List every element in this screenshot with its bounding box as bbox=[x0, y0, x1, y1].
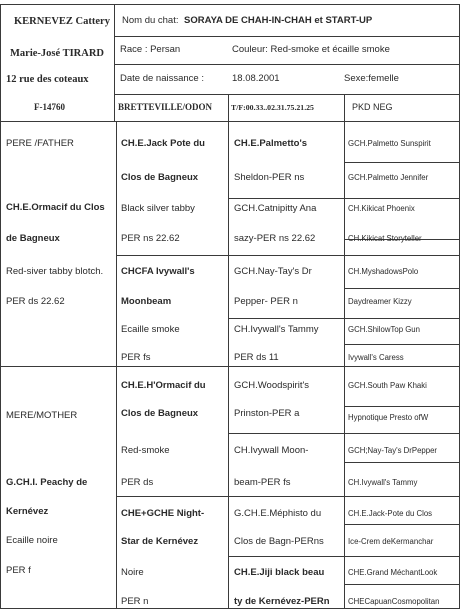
ancestor-name: GCH.Woodspirit's bbox=[234, 380, 310, 391]
rule bbox=[344, 94, 345, 609]
ancestor-name: CH.E.Palmetto's bbox=[234, 138, 307, 149]
rule bbox=[344, 584, 460, 585]
rule bbox=[344, 162, 460, 163]
great-ancestor: CH.E.Jack-Pote du Clos bbox=[348, 509, 433, 518]
owner-postcode: F-14760 bbox=[34, 102, 65, 112]
mother-code: PER f bbox=[6, 565, 31, 576]
rule bbox=[116, 121, 117, 609]
great-ancestor: CHE.Grand MéchantLook bbox=[348, 568, 438, 577]
grandsire-code: PER ns 22.62 bbox=[121, 233, 180, 244]
ancestor-code: PER ds 11 bbox=[234, 352, 279, 363]
great-ancestor: CH.Kikicat Phoenix bbox=[348, 204, 415, 213]
great-ancestor: Ivywall's Caress bbox=[348, 353, 404, 362]
granddam-colour: Noire bbox=[121, 567, 144, 578]
rule bbox=[0, 121, 460, 122]
cat-name-label: Nom du chat: bbox=[122, 15, 179, 26]
father-heading: PERE /FATHER bbox=[6, 138, 74, 149]
great-ancestor: GCH.Palmetto Jennifer bbox=[348, 173, 429, 182]
granddam-name: Moonbeam bbox=[121, 296, 172, 307]
great-ancestor: Hypnotique Presto ofW bbox=[348, 413, 429, 422]
granddam-name: CHCFA Ivywall's bbox=[121, 266, 195, 277]
mother-name: G.CH.I. Peachy de bbox=[6, 477, 88, 488]
ancestor-name: CH.E.Jiji black beau bbox=[234, 567, 325, 578]
owner-address: 12 rue des coteaux bbox=[6, 74, 89, 85]
father-name: CH.E.Ormacif du Clos bbox=[6, 202, 105, 213]
rule bbox=[0, 4, 1, 609]
sex: Sexe:femelle bbox=[344, 73, 399, 84]
rule bbox=[344, 344, 460, 345]
ancestor-name: GCH.Catnipitty Ana bbox=[234, 203, 317, 214]
grandsire-colour: Black silver tabby bbox=[121, 203, 195, 214]
rule bbox=[114, 4, 115, 122]
breed: Race : Persan bbox=[120, 44, 181, 55]
rule bbox=[0, 608, 460, 609]
father-colour: Red-siver tabby blotch. bbox=[6, 266, 104, 277]
ancestor-name: CH.Ivywall Moon- bbox=[234, 445, 309, 456]
ancestor-code: Pepper- PER n bbox=[234, 296, 298, 307]
granddam-colour: Ecaille smoke bbox=[121, 324, 180, 335]
mother-name: Kernévez bbox=[6, 506, 49, 517]
rule bbox=[114, 64, 460, 65]
granddam-name: Star de Kernévez bbox=[121, 536, 199, 547]
great-ancestor: GCH.Palmetto Sunspirit bbox=[348, 139, 431, 148]
ancestor-code: beam-PER fs bbox=[234, 477, 291, 488]
great-ancestor: CH.Ivywall's Tammy bbox=[348, 478, 418, 487]
father-name: de Bagneux bbox=[6, 233, 60, 244]
father-code: PER ds 22.62 bbox=[6, 296, 65, 307]
owner-city: BRETTEVILLE/ODON bbox=[118, 102, 213, 112]
ancestor-code: Clos de Bagn-PERns bbox=[234, 536, 324, 547]
rule bbox=[0, 4, 460, 5]
ancestor-code: ty de Kernévez-PERn bbox=[234, 596, 330, 607]
rule bbox=[0, 366, 460, 367]
dob-value: 18.08.2001 bbox=[232, 73, 280, 84]
great-ancestor: Ice-Crem deKermanchar bbox=[348, 537, 434, 546]
grandsire-name: Clos de Bagneux bbox=[121, 172, 199, 183]
grandsire-code: PER ds bbox=[121, 477, 154, 488]
ancestor-code: Sheldon-PER ns bbox=[234, 172, 305, 183]
dob-label: Date de naissance : bbox=[120, 73, 204, 84]
grandsire-name: CH.E.H'Ormacif du bbox=[121, 380, 206, 391]
colour: Couleur: Red-smoke et écaille smoke bbox=[232, 44, 390, 55]
rule bbox=[114, 94, 460, 95]
mother-colour: Ecaille noire bbox=[6, 535, 58, 546]
granddam-code: PER n bbox=[121, 596, 149, 607]
great-ancestor: CH.Kikicat Storyteller bbox=[348, 234, 422, 243]
granddam-code: PER fs bbox=[121, 352, 151, 363]
granddam-name: CHE+GCHE Night- bbox=[121, 508, 205, 519]
mother-heading: MERE/MOTHER bbox=[6, 410, 78, 421]
great-ancestor: CH.MyshadowsPolo bbox=[348, 267, 419, 276]
rule bbox=[344, 406, 460, 407]
grandsire-colour: Red-smoke bbox=[121, 445, 170, 456]
ancestor-name: CH.Ivywall's Tammy bbox=[234, 324, 319, 335]
pkd-status: PKD NEG bbox=[352, 102, 393, 112]
grandsire-name: CH.E.Jack Pote du bbox=[121, 138, 205, 149]
ancestor-name: G.CH.E.Méphisto du bbox=[234, 508, 322, 519]
ancestor-name: GCH.Nay-Tay's Dr bbox=[234, 266, 312, 277]
rule bbox=[116, 255, 460, 256]
owner-name: Marie-José TIRARD bbox=[10, 48, 104, 59]
ancestor-code: Prinston-PER a bbox=[234, 408, 300, 419]
great-ancestor: GCH.South Paw Khaki bbox=[348, 381, 427, 390]
cattery-name: KERNEVEZ Cattery bbox=[14, 16, 110, 27]
rule bbox=[344, 288, 460, 289]
cat-name: SORAYA DE CHAH-IN-CHAH et START-UP bbox=[184, 15, 373, 26]
rule bbox=[344, 462, 460, 463]
great-ancestor: GCH;Nay-Tay's DrPepper bbox=[348, 446, 438, 455]
owner-phone: T/F:00.33..02.31.75.21.25 bbox=[231, 103, 314, 112]
rule bbox=[344, 524, 460, 525]
rule bbox=[116, 496, 460, 497]
great-ancestor: Daydreamer Kizzy bbox=[348, 297, 412, 306]
rule bbox=[114, 36, 460, 37]
rule bbox=[228, 94, 229, 609]
great-ancestor: CHECapuanCosmopolitan bbox=[348, 597, 440, 606]
ancestor-code: sazy-PER ns 22.62 bbox=[234, 233, 316, 244]
grandsire-name: Clos de Bagneux bbox=[121, 408, 199, 419]
great-ancestor: GCH.ShilowTop Gun bbox=[348, 325, 420, 334]
